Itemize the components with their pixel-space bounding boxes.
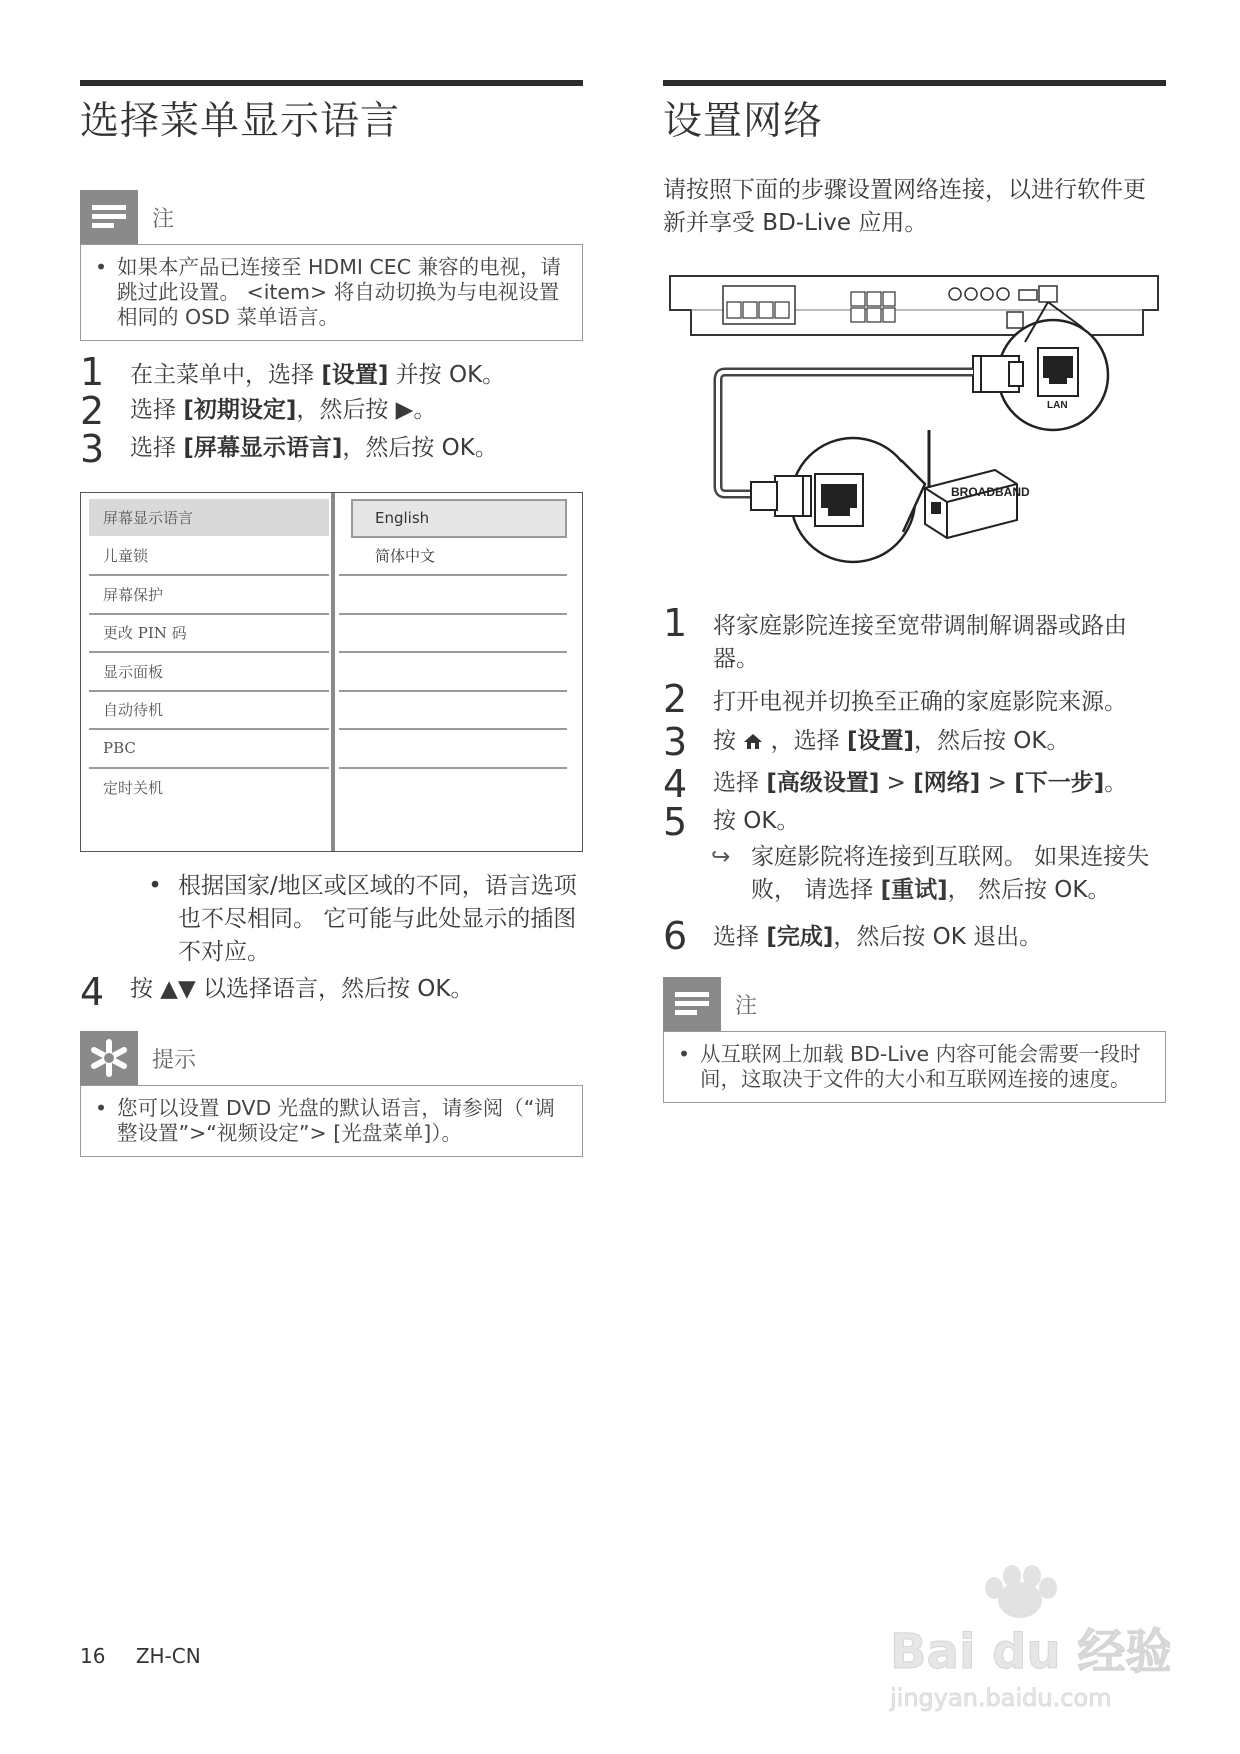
note-icon	[80, 190, 138, 244]
baidu-watermark	[870, 1560, 1170, 1720]
connection-diagram-svg	[663, 270, 1166, 600]
menu-option	[339, 692, 567, 731]
note-text: 如果本产品已连接至 HDMI CEC 兼容的电视，请跳过此设置。 <item> 将自动切换为与电视设置相同的 OSD 菜单语言。	[117, 255, 562, 329]
step-3: 3 选择 [屏幕显示语言]，然后按 OK。	[80, 427, 498, 471]
menu-option	[339, 615, 567, 654]
section-title: 设置网络	[663, 99, 824, 144]
home-icon	[743, 732, 763, 750]
menu-option-english: English	[351, 499, 567, 538]
menu-option	[339, 730, 567, 769]
note-label: 注	[735, 993, 758, 1019]
page-footer	[80, 1644, 201, 1668]
tip-label: 提示	[152, 1047, 197, 1073]
osd-menu-illustration	[80, 492, 583, 852]
menu-item: 儿童锁	[89, 538, 329, 577]
menu-divider	[331, 493, 335, 851]
note-label: 注	[152, 206, 175, 232]
tip-block	[80, 1031, 583, 1157]
lan-label: LAN	[1047, 400, 1068, 411]
language-code: ZH-CN	[135, 1644, 201, 1668]
watermark-url: jingyan.baidu.com	[890, 1684, 1112, 1712]
step-1: 1 将家庭影院连接至宽带调制解调器或路由器。	[663, 601, 1127, 672]
menu-item: 更改 PIN 码	[89, 615, 329, 654]
menu-option	[339, 576, 567, 615]
step-3: 3 按 ，选择 [设置]，然后按 OK。	[663, 720, 1070, 764]
menu-option	[339, 653, 567, 692]
step-6: 6 选择 [完成]，然后按 OK 退出。	[663, 914, 1043, 958]
right-column	[663, 80, 1166, 1103]
menu-item: 显示面板	[89, 653, 329, 692]
menu-option	[339, 769, 567, 808]
asterisk-icon	[80, 1031, 138, 1085]
menu-item: 屏幕保护	[89, 576, 329, 615]
note-box: • 从互联网上加载 BD-Live 内容可能会需要一段时间，这取决于文件的大小和互联网连接的速度。	[663, 1031, 1166, 1103]
steps-list	[80, 350, 583, 471]
step-1: 1 在主菜单中，选择 [设置] 并按 OK。	[80, 350, 506, 394]
menu-option-chinese: 简体中文	[339, 538, 567, 577]
left-column	[80, 80, 583, 1157]
step-4: 4 选择 [高级设置] > [网络] > [下一步]。	[663, 762, 1128, 806]
steps-list	[663, 601, 1166, 958]
section-title: 选择菜单显示语言	[80, 99, 401, 144]
step-4: 4 按 ▲▼ 以选择语言，然后按 OK。	[80, 970, 474, 1014]
result-arrow-icon: ↪	[711, 844, 731, 870]
intro-text: 请按照下面的步骤设置网络连接，以进行软件更新并享受 BD-Live 应用。	[663, 177, 1146, 236]
page-number: 16	[80, 1644, 106, 1668]
step-5-result: ↪ 家庭影院将连接到互联网。 如果连接失败， 请选择 [重试]， 然后按 OK。	[711, 841, 1166, 907]
step-2: 2 选择 [初期设定]，然后按 ▶。	[80, 389, 437, 433]
menu-item: PBC	[89, 730, 329, 769]
menu-item-osd-language: 屏幕显示语言	[89, 499, 329, 538]
tip-box: • 您可以设置 DVD 光盘的默认语言，请参阅（“调整设置”>“视频设定”> [光盘菜单]）。	[80, 1085, 583, 1157]
menu-item: 定时关机	[103, 779, 164, 798]
step-2: 2 打开电视并切换至正确的家庭影院来源。	[663, 677, 1127, 721]
network-diagram	[663, 270, 1166, 600]
watermark-brand: Bai du 经验	[890, 1624, 1170, 1680]
sub-bullet: • 根据国家/地区或区域的不同，语言选项也不尽相同。 它可能与此处显示的插图不对应。	[148, 873, 577, 965]
menu-item: 自动待机	[89, 692, 329, 731]
note-icon	[663, 977, 721, 1031]
section-rule	[80, 80, 583, 86]
note-box: • 如果本产品已连接至 HDMI CEC 兼容的电视，请跳过此设置。 <item> 将自动切换为与电视设置相同的 OSD 菜单语言。	[80, 244, 583, 341]
tip-text: 您可以设置 DVD 光盘的默认语言，请参阅（“调整设置”>“视频设定”> [光盘菜单]）。	[117, 1096, 555, 1145]
section-rule	[663, 80, 1166, 86]
step-5: 5 按 OK。	[663, 800, 800, 844]
note-text: 从互联网上加载 BD-Live 内容可能会需要一段时间，这取决于文件的大小和互联网连接的速度。	[700, 1042, 1141, 1091]
note-block	[663, 977, 1166, 1103]
note-block	[80, 190, 583, 341]
broadband-label: BROADBAND	[951, 485, 1030, 499]
